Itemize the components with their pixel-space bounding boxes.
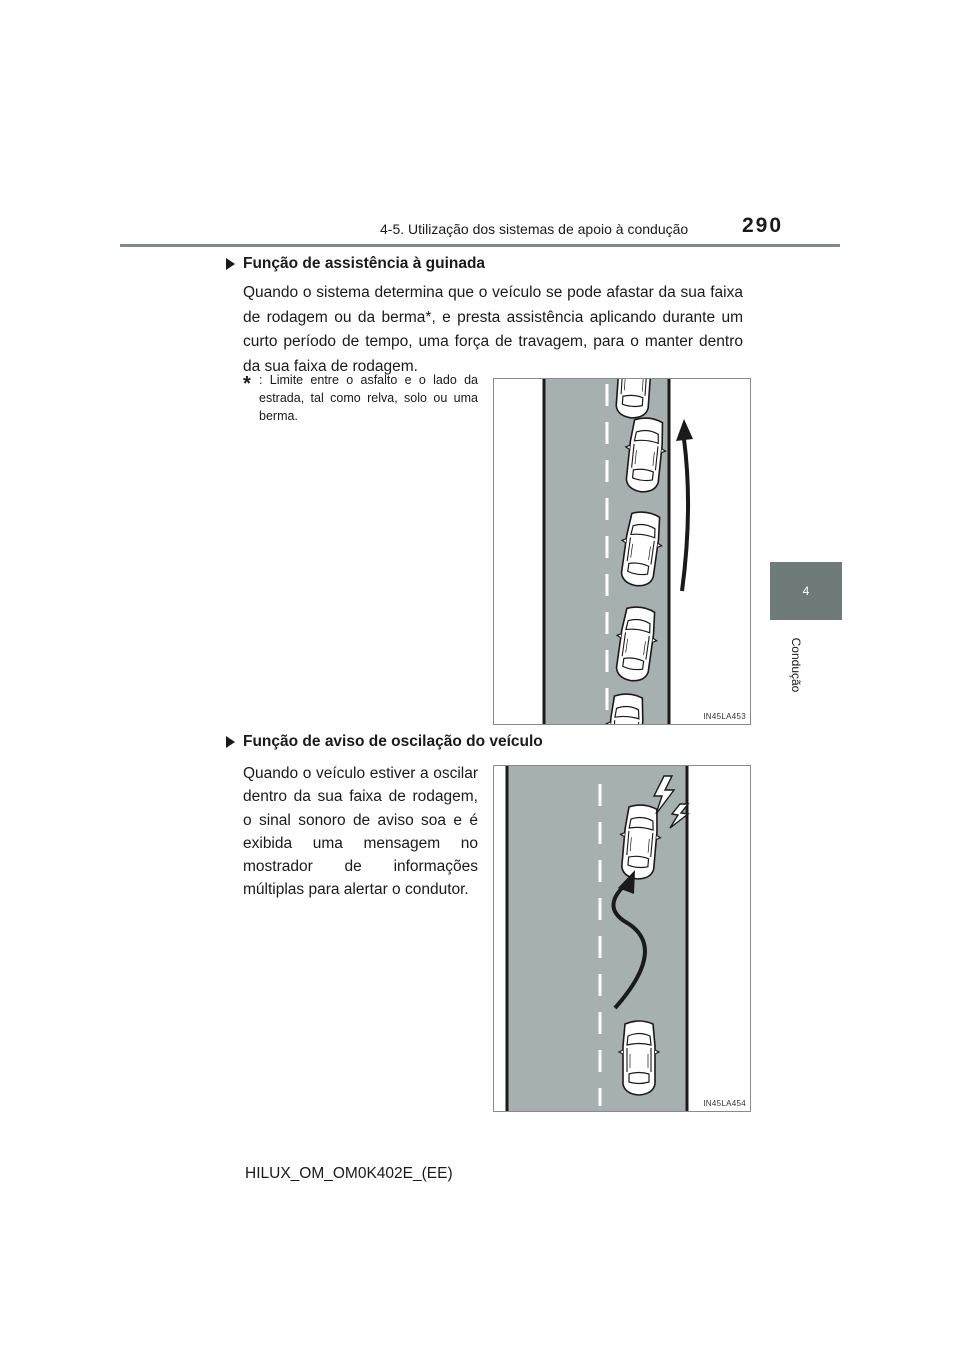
car-rear [619, 1021, 659, 1095]
chapter-label: Condução [789, 637, 803, 693]
road-surface [507, 766, 687, 1111]
triangle-bullet-icon [226, 258, 235, 270]
road-illustration-1 [494, 379, 750, 724]
section-heading-sway-warning [226, 733, 543, 751]
section-paragraph: Quando o sistema determina que o veículo se pode afastar da sua faixa de rodagem ou da berma*, e presta assistência aplicando durante um curto período de tempo, uma força de travagem, para o manter dentro da sua faixa de rodagem. [243, 284, 743, 375]
figure-code: IN45LA453 [703, 712, 746, 721]
chapter-tab [770, 562, 842, 620]
footnote-text: : Limite entre o asfalto e o lado da estrada, tal como relva, solo ou uma berma. [259, 373, 478, 423]
curve-arrow-shaft [682, 439, 688, 591]
chapter-label-container [776, 625, 816, 705]
header-rule [120, 244, 840, 247]
chapter-number: 4 [802, 584, 810, 598]
figure-code: IN45LA454 [703, 1099, 746, 1108]
figure-yaw-assist [493, 378, 751, 725]
figure-sway-warning [493, 765, 751, 1112]
section-heading-text: Função de aviso de oscilação do veículo [243, 733, 543, 750]
footnote-marker: * [243, 373, 251, 395]
section-heading-text: Função de assistência à guinada [243, 255, 486, 272]
section-paragraph: Quando o veículo estiver a oscilar dentro da sua faixa de rodagem, o sinal sonoro de aviso soa e é exibida uma mensagem no mostrador de informações múltiplas para alertar o condutor. [243, 765, 478, 899]
running-header-section: 4-5. Utilização dos sistemas de apoio à condução [380, 221, 689, 237]
section-heading-yaw-assist [226, 255, 485, 273]
triangle-bullet-icon [226, 736, 235, 748]
page-number: 290 [742, 214, 784, 237]
curve-arrow-head [676, 419, 693, 441]
footnote [243, 372, 478, 425]
road-illustration-2 [494, 766, 750, 1111]
footer-document-code: HILUX_OM_OM0K402E_(EE) [245, 1165, 453, 1182]
